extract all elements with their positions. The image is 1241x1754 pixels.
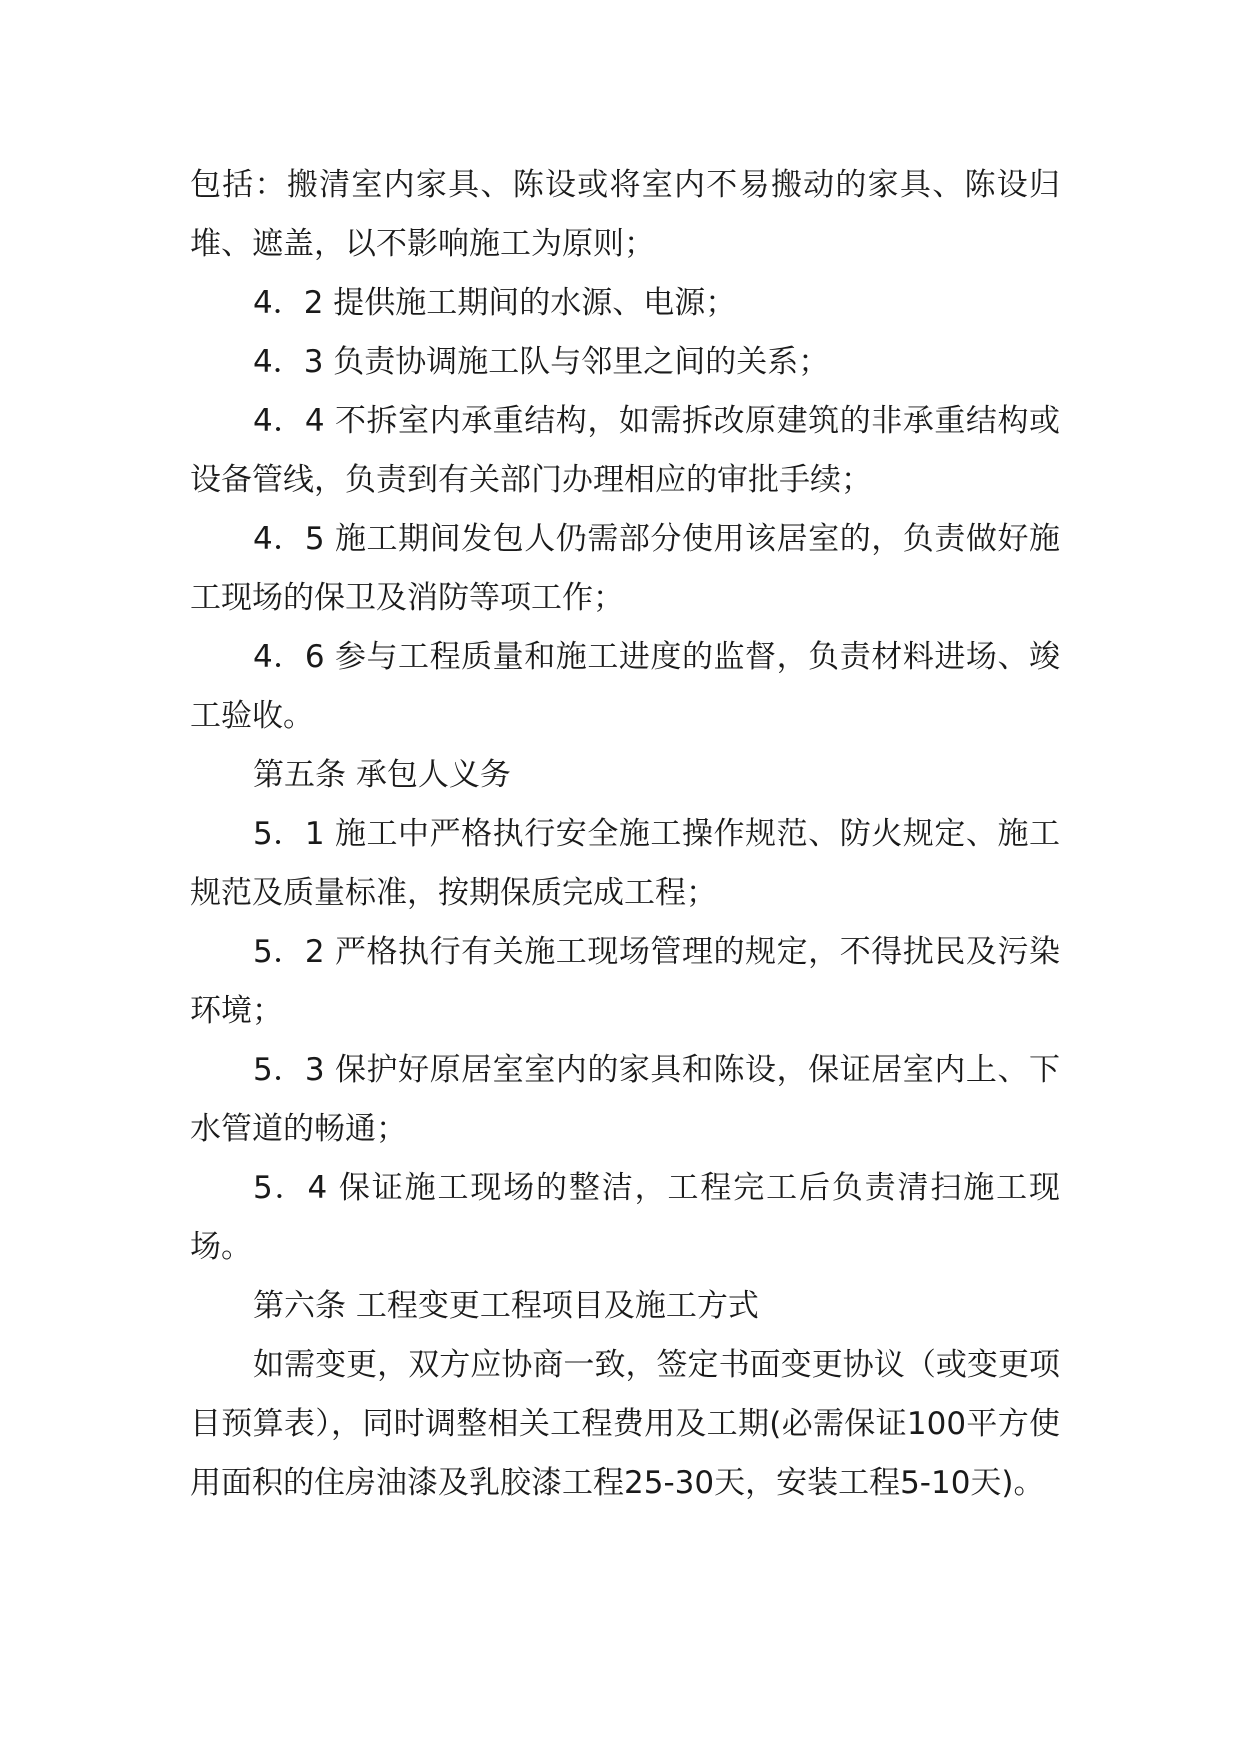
paragraph-clause-5-1: 5．1 施工中严格执行安全施工操作规范、防火规定、施工规范及质量标准，按期保质完成工程；: [190, 816, 1060, 911]
paragraph-article-6-body: 如需变更，双方应协商一致，签定书面变更协议（或变更项目预算表），同时调整相关工程费用及工期(必需保证100平方使用面积的住房油漆及乳胶漆工程25-30天，安装工程5-10天)。: [190, 1347, 1060, 1501]
paragraph-continuation: 包括：搬清室内家具、陈设或将室内不易搬动的家具、陈设归堆、遮盖，以不影响施工为原则；: [190, 167, 1060, 262]
paragraph-clause-4-4: 4．4 不拆室内承重结构，如需拆改原建筑的非承重结构或设备管线，负责到有关部门办理相应的审批手续；: [190, 403, 1060, 498]
article-6-heading: 第六条 工程变更工程项目及施工方式: [253, 1288, 759, 1324]
paragraph-clause-5-3: 5．3 保护好原居室室内的家具和陈设，保证居室内上、下水管道的畅通；: [190, 1052, 1060, 1147]
paragraph-clause-4-3: 4．3 负责协调施工队与邻里之间的关系；: [253, 344, 830, 380]
article-5-heading: 第五条 承包人义务: [253, 757, 511, 793]
paragraph-clause-5-2: 5．2 严格执行有关施工现场管理的规定，不得扰民及污染环境；: [190, 934, 1060, 1029]
document-body: [190, 156, 1060, 1513]
paragraph-clause-4-6: 4．6 参与工程质量和施工进度的监督，负责材料进场、竣工验收。: [190, 639, 1060, 734]
paragraph-clause-5-4: 5．4 保证施工现场的整洁，工程完工后负责清扫施工现场。: [190, 1170, 1060, 1265]
paragraph-clause-4-5: 4．5 施工期间发包人仍需部分使用该居室的，负责做好施工现场的保卫及消防等项工作；: [190, 521, 1060, 616]
paragraph-clause-4-2: 4．2 提供施工期间的水源、电源；: [253, 285, 737, 321]
